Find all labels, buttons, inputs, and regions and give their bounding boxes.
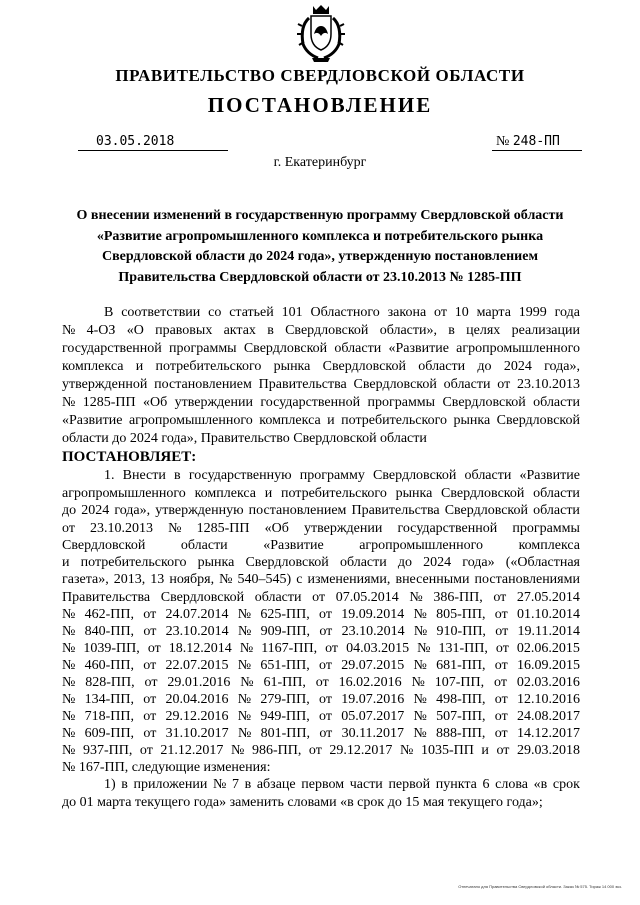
body-line: № 460-ПП, от 22.07.2015 № 651-ПП, от 29.07.2015 № 681-ПП, от 16.09.2015 [62, 658, 580, 673]
body-line: до 2024 года», утвержденную постановлением Правительства Свердловской области [62, 503, 580, 518]
decree-title: О внесении изменений в государственную программу Свердловской области «Развитие агропромышленного комплекса и потребительского рынка Свердловской области до 2024 года», утвержденную постановлением Правительства Свердловской области от 23.10.2013 № 1285-ПП [76, 208, 564, 285]
date-underline [78, 150, 228, 151]
body-line: агропромышленного комплекса и потребительского рынка Свердловской области [62, 486, 580, 501]
resolves-heading: ПОСТАНОВЛЯЕТ: [62, 449, 197, 465]
body-line: № 718-ПП, от 29.12.2016 № 949-ПП, от 05.07.2017 № 507-ПП, от 24.08.2017 [62, 709, 580, 724]
body-line: области до 2024 года», Правительство Свердловской области [62, 431, 427, 446]
decree-number [496, 134, 560, 150]
body-line: государственной программы Свердловской области «Развитие агропромышленного [62, 341, 580, 356]
body-line: утвержденной постановлением Правительства Свердловской области от 23.10.2013 [62, 377, 580, 392]
city: г. Екатеринбург [273, 155, 367, 170]
body-line: комплекса и потребительского рынка Свердловской области до 2024 года», [62, 359, 580, 374]
body-line: и потребительского рынка Свердловской области до 2024 года» («Областная [62, 555, 580, 570]
print-footer: Отпечатано для Правительства Свердловской области. Заказ № 575. Тираж 14 000 экз. [458, 884, 622, 889]
body-line: № 937-ПП, от 21.12.2017 № 986-ПП, от 29.12.2017 № 1035-ПП и от 29.03.2018 [62, 743, 580, 758]
body-line: до 01 марта текущего года» заменить словами «в срок до 15 мая текущего года»; [62, 795, 543, 810]
body-line: № 167-ПП, следующие изменения: [62, 760, 271, 775]
body-line: № 609-ПП, от 31.10.2017 № 801-ПП, от 30.11.2017 № 888-ПП, от 14.12.2017 [62, 726, 580, 741]
body-line: № 134-ПП, от 20.04.2016 № 279-ПП, от 19.07.2016 № 498-ПП, от 12.10.2016 [62, 692, 580, 707]
body-line: Свердловской области «Развитие агропромышленного комплекса [62, 538, 580, 553]
decree-date: 03.05.2018 [96, 134, 175, 149]
body-line: В соответствии со статьей 101 Областного закона от 10 марта 1999 года [104, 305, 580, 320]
number-prefix: № [496, 134, 510, 149]
body-line: № 1039-ПП, от 18.12.2014 № 1167-ПП, от 04.03.2015 № 131-ПП, от 02.06.2015 [62, 641, 580, 656]
body-line: № 1285-ПП «Об утверждении государственной программы Свердловской области [62, 395, 580, 410]
body-line: Правительства Свердловской области от 07.05.2014 № 386-ПП, от 27.05.2014 [62, 590, 580, 605]
body-line: 1. Внести в государственную программу Свердловской области «Развитие [104, 468, 580, 483]
body-line: № 840-ПП, от 23.10.2014 № 909-ПП, от 23.10.2014 № 910-ПП, от 19.11.2014 [62, 624, 580, 639]
document-type: ПОСТАНОВЛЕНИЕ [207, 93, 433, 117]
body-line: 1) в приложении № 7 в абзаце первом части первой пункта 6 слова «в срок [104, 777, 580, 792]
number-underline [492, 150, 582, 151]
coat-of-arms-emblem [294, 4, 348, 64]
body-line: «Развитие агропромышленного комплекса и потребительского рынка Свердловской [62, 413, 580, 428]
number-value: 248-ПП [512, 134, 560, 149]
government-name: ПРАВИТЕЛЬСТВО СВЕРДЛОВСКОЙ ОБЛАСТИ [115, 66, 525, 85]
body-line: газета», 2013, 13 ноября, № 540–545) с изменениями, внесенными постановлениями [62, 572, 580, 587]
body-line: № 462-ПП, от 24.07.2014 № 625-ПП, от 19.09.2014 № 805-ПП, от 01.10.2014 [62, 607, 580, 622]
body-line: № 4-ОЗ «О правовых актах в Свердловской области», в целях реализации [62, 323, 580, 338]
body-line: № 828-ПП, от 29.01.2016 № 61-ПП, от 16.02.2016 № 107-ПП, от 02.03.2016 [62, 675, 580, 690]
body-line: от 23.10.2013 № 1285-ПП «Об утверждении государственной программы [62, 521, 580, 536]
